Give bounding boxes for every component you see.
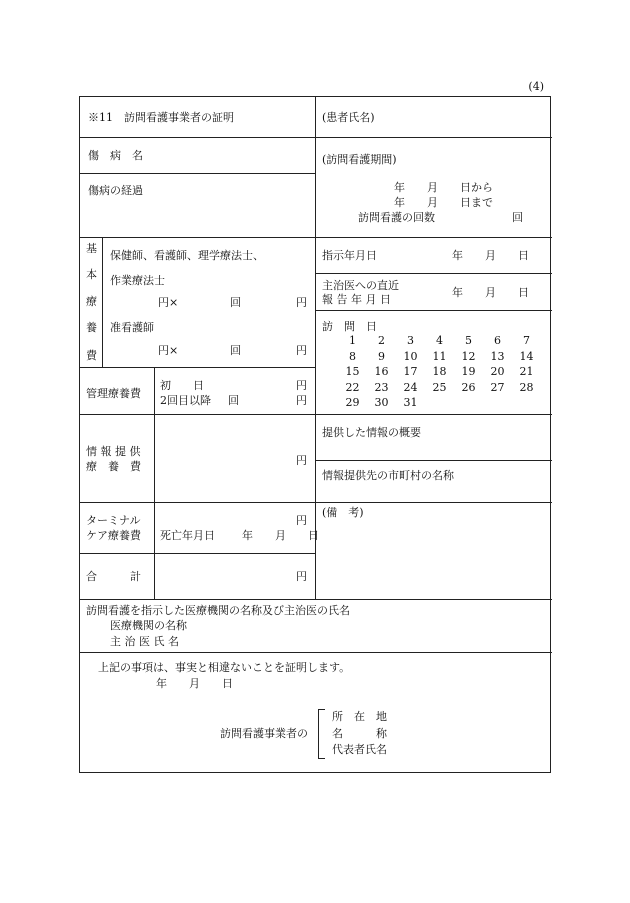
day-cell[interactable]: 3 — [407, 334, 414, 347]
death-date-value: 年 月 日 — [242, 529, 319, 542]
instruction-date-value: 年 月 日 — [452, 249, 529, 262]
times-unit: 回 — [230, 344, 241, 357]
day-cell — [512, 395, 541, 411]
day-cell[interactable]: 15 — [345, 365, 360, 378]
yen-unit: 円 — [296, 570, 307, 583]
patient-name-label: (患者氏名) — [322, 111, 375, 124]
visit-days-calendar — [338, 333, 541, 411]
terminal-fee-label: ターミナル — [86, 514, 141, 527]
day-cell[interactable]: 6 — [494, 334, 501, 347]
period-to: 年 月 日まで — [394, 196, 493, 209]
period-from: 年 月 日から — [394, 181, 493, 194]
yen-times: 円× — [158, 296, 179, 309]
page-number: (4) — [528, 80, 544, 93]
day-cell — [483, 395, 512, 411]
calendar-row — [338, 395, 541, 411]
info-fee-label: 療 養 費 — [86, 460, 141, 473]
assistant-nurse-label: 准看護師 — [110, 321, 154, 334]
info-summary-label: 提供した情報の概要 — [322, 426, 421, 439]
day-cell[interactable]: 31 — [403, 396, 418, 409]
terminal-fee-label: ケア療養費 — [86, 529, 141, 542]
divider — [80, 367, 315, 368]
day-cell[interactable]: 16 — [374, 365, 389, 378]
divider — [315, 137, 552, 138]
nurse-types-line2: 作業療法士 — [110, 274, 165, 287]
divider — [102, 237, 103, 367]
nurse-types-line1: 保健師、看護師、理学療法士、 — [110, 249, 264, 262]
divider — [80, 414, 552, 415]
day-cell[interactable]: 22 — [345, 380, 360, 394]
representative-label: 代表者氏名 — [332, 743, 387, 756]
yen-unit: 円 — [296, 296, 307, 309]
day-cell[interactable]: 19 — [461, 365, 476, 378]
day-cell[interactable]: 26 — [461, 380, 476, 394]
divider — [80, 502, 552, 503]
divider — [80, 599, 552, 600]
times-unit: 回 — [230, 296, 241, 309]
bracket — [318, 709, 325, 759]
calendar-row — [338, 380, 541, 396]
day-cell[interactable]: 13 — [490, 349, 505, 363]
institution-heading: 訪問看護を指示した医療機関の名称及び主治医の氏名 — [86, 604, 350, 617]
day-cell[interactable]: 1 — [349, 334, 356, 347]
visit-count-unit: 回 — [512, 211, 523, 224]
municipality-label: 情報提供先の市町村の名称 — [322, 469, 454, 482]
visit-days-label: 訪 問 日 — [322, 320, 377, 333]
yen-unit: 円 — [296, 394, 307, 407]
day-cell[interactable]: 11 — [432, 349, 447, 363]
divider — [315, 460, 552, 461]
injury-name-label: 傷 病 名 — [88, 149, 143, 162]
day-cell[interactable]: 30 — [374, 396, 389, 409]
yen-unit: 円 — [296, 379, 307, 392]
day-cell — [425, 395, 454, 411]
certificate-form — [79, 96, 551, 773]
yen-unit: 円 — [296, 454, 307, 467]
business-name-label: 名 称 — [332, 727, 387, 740]
yen-unit: 円 — [296, 514, 307, 527]
report-date-label: 主治医への直近 — [322, 279, 399, 292]
divider — [80, 237, 552, 238]
calendar-row — [338, 333, 541, 349]
day-cell[interactable]: 18 — [432, 365, 447, 378]
management-fee-label: 管理療養費 — [86, 387, 141, 400]
certification-statement: 上記の事項は、事実と相違ないことを証明します。 — [98, 661, 351, 674]
day-cell — [454, 395, 483, 411]
day-cell[interactable]: 17 — [403, 365, 418, 378]
yen-unit: 円 — [296, 344, 307, 357]
basic-fee-label-char: 本 — [86, 268, 97, 281]
second-visit-label: 2回目以降 — [160, 394, 211, 407]
injury-course-label: 傷病の経過 — [88, 184, 143, 197]
day-cell[interactable]: 23 — [374, 380, 389, 394]
divider — [154, 367, 155, 599]
day-cell[interactable]: 14 — [519, 349, 534, 363]
period-label: (訪問看護期間) — [322, 153, 397, 166]
times-unit: 回 — [228, 394, 239, 407]
day-cell[interactable]: 5 — [465, 334, 472, 347]
basic-fee-label-char: 養 — [86, 321, 97, 334]
institution-name-label: 医療機関の名称 — [110, 619, 187, 632]
certification-date: 年 月 日 — [156, 677, 233, 690]
day-cell[interactable]: 9 — [378, 349, 385, 363]
day-cell[interactable]: 20 — [490, 365, 505, 378]
day-cell[interactable]: 29 — [345, 396, 360, 409]
instruction-date-label: 指示年月日 — [322, 249, 377, 262]
form-title: ※11 訪問看護事業者の証明 — [88, 111, 234, 124]
visit-count-label: 訪問看護の回数 — [358, 211, 435, 224]
divider — [80, 137, 315, 138]
first-day-label: 初 日 — [160, 379, 204, 392]
remarks-label: (備 考) — [322, 506, 364, 519]
divider — [80, 553, 315, 554]
address-label: 所 在 地 — [332, 710, 387, 723]
basic-fee-label-char: 費 — [86, 349, 97, 362]
day-cell[interactable]: 27 — [490, 380, 505, 394]
day-cell[interactable]: 12 — [461, 349, 476, 363]
day-cell[interactable]: 8 — [349, 349, 356, 363]
divider — [315, 310, 552, 311]
calendar-row — [338, 349, 541, 365]
provider-label: 訪問看護事業者の — [220, 727, 308, 740]
divider — [315, 273, 552, 274]
report-date-value: 年 月 日 — [452, 286, 529, 299]
day-cell[interactable]: 7 — [523, 334, 530, 347]
total-label: 合 計 — [86, 570, 141, 583]
day-cell[interactable]: 4 — [436, 334, 443, 347]
basic-fee-label-char: 基 — [86, 242, 97, 255]
info-fee-label: 情 報 提 供 — [86, 445, 141, 458]
divider — [315, 97, 316, 599]
yen-times: 円× — [158, 344, 179, 357]
divider — [80, 652, 552, 653]
calendar-row — [338, 364, 541, 380]
day-cell[interactable]: 25 — [432, 380, 447, 394]
report-date-label: 報 告 年 月 日 — [322, 293, 391, 306]
death-date-label: 死亡年月日 — [160, 529, 215, 542]
day-cell[interactable]: 10 — [403, 349, 418, 363]
basic-fee-label-char: 療 — [86, 295, 97, 308]
day-cell[interactable]: 28 — [519, 380, 534, 394]
day-cell[interactable]: 2 — [378, 334, 385, 347]
day-cell[interactable]: 21 — [519, 365, 534, 378]
divider — [80, 173, 315, 174]
doctor-name-label: 主 治 医 氏 名 — [110, 635, 179, 648]
day-cell[interactable]: 24 — [403, 380, 418, 394]
